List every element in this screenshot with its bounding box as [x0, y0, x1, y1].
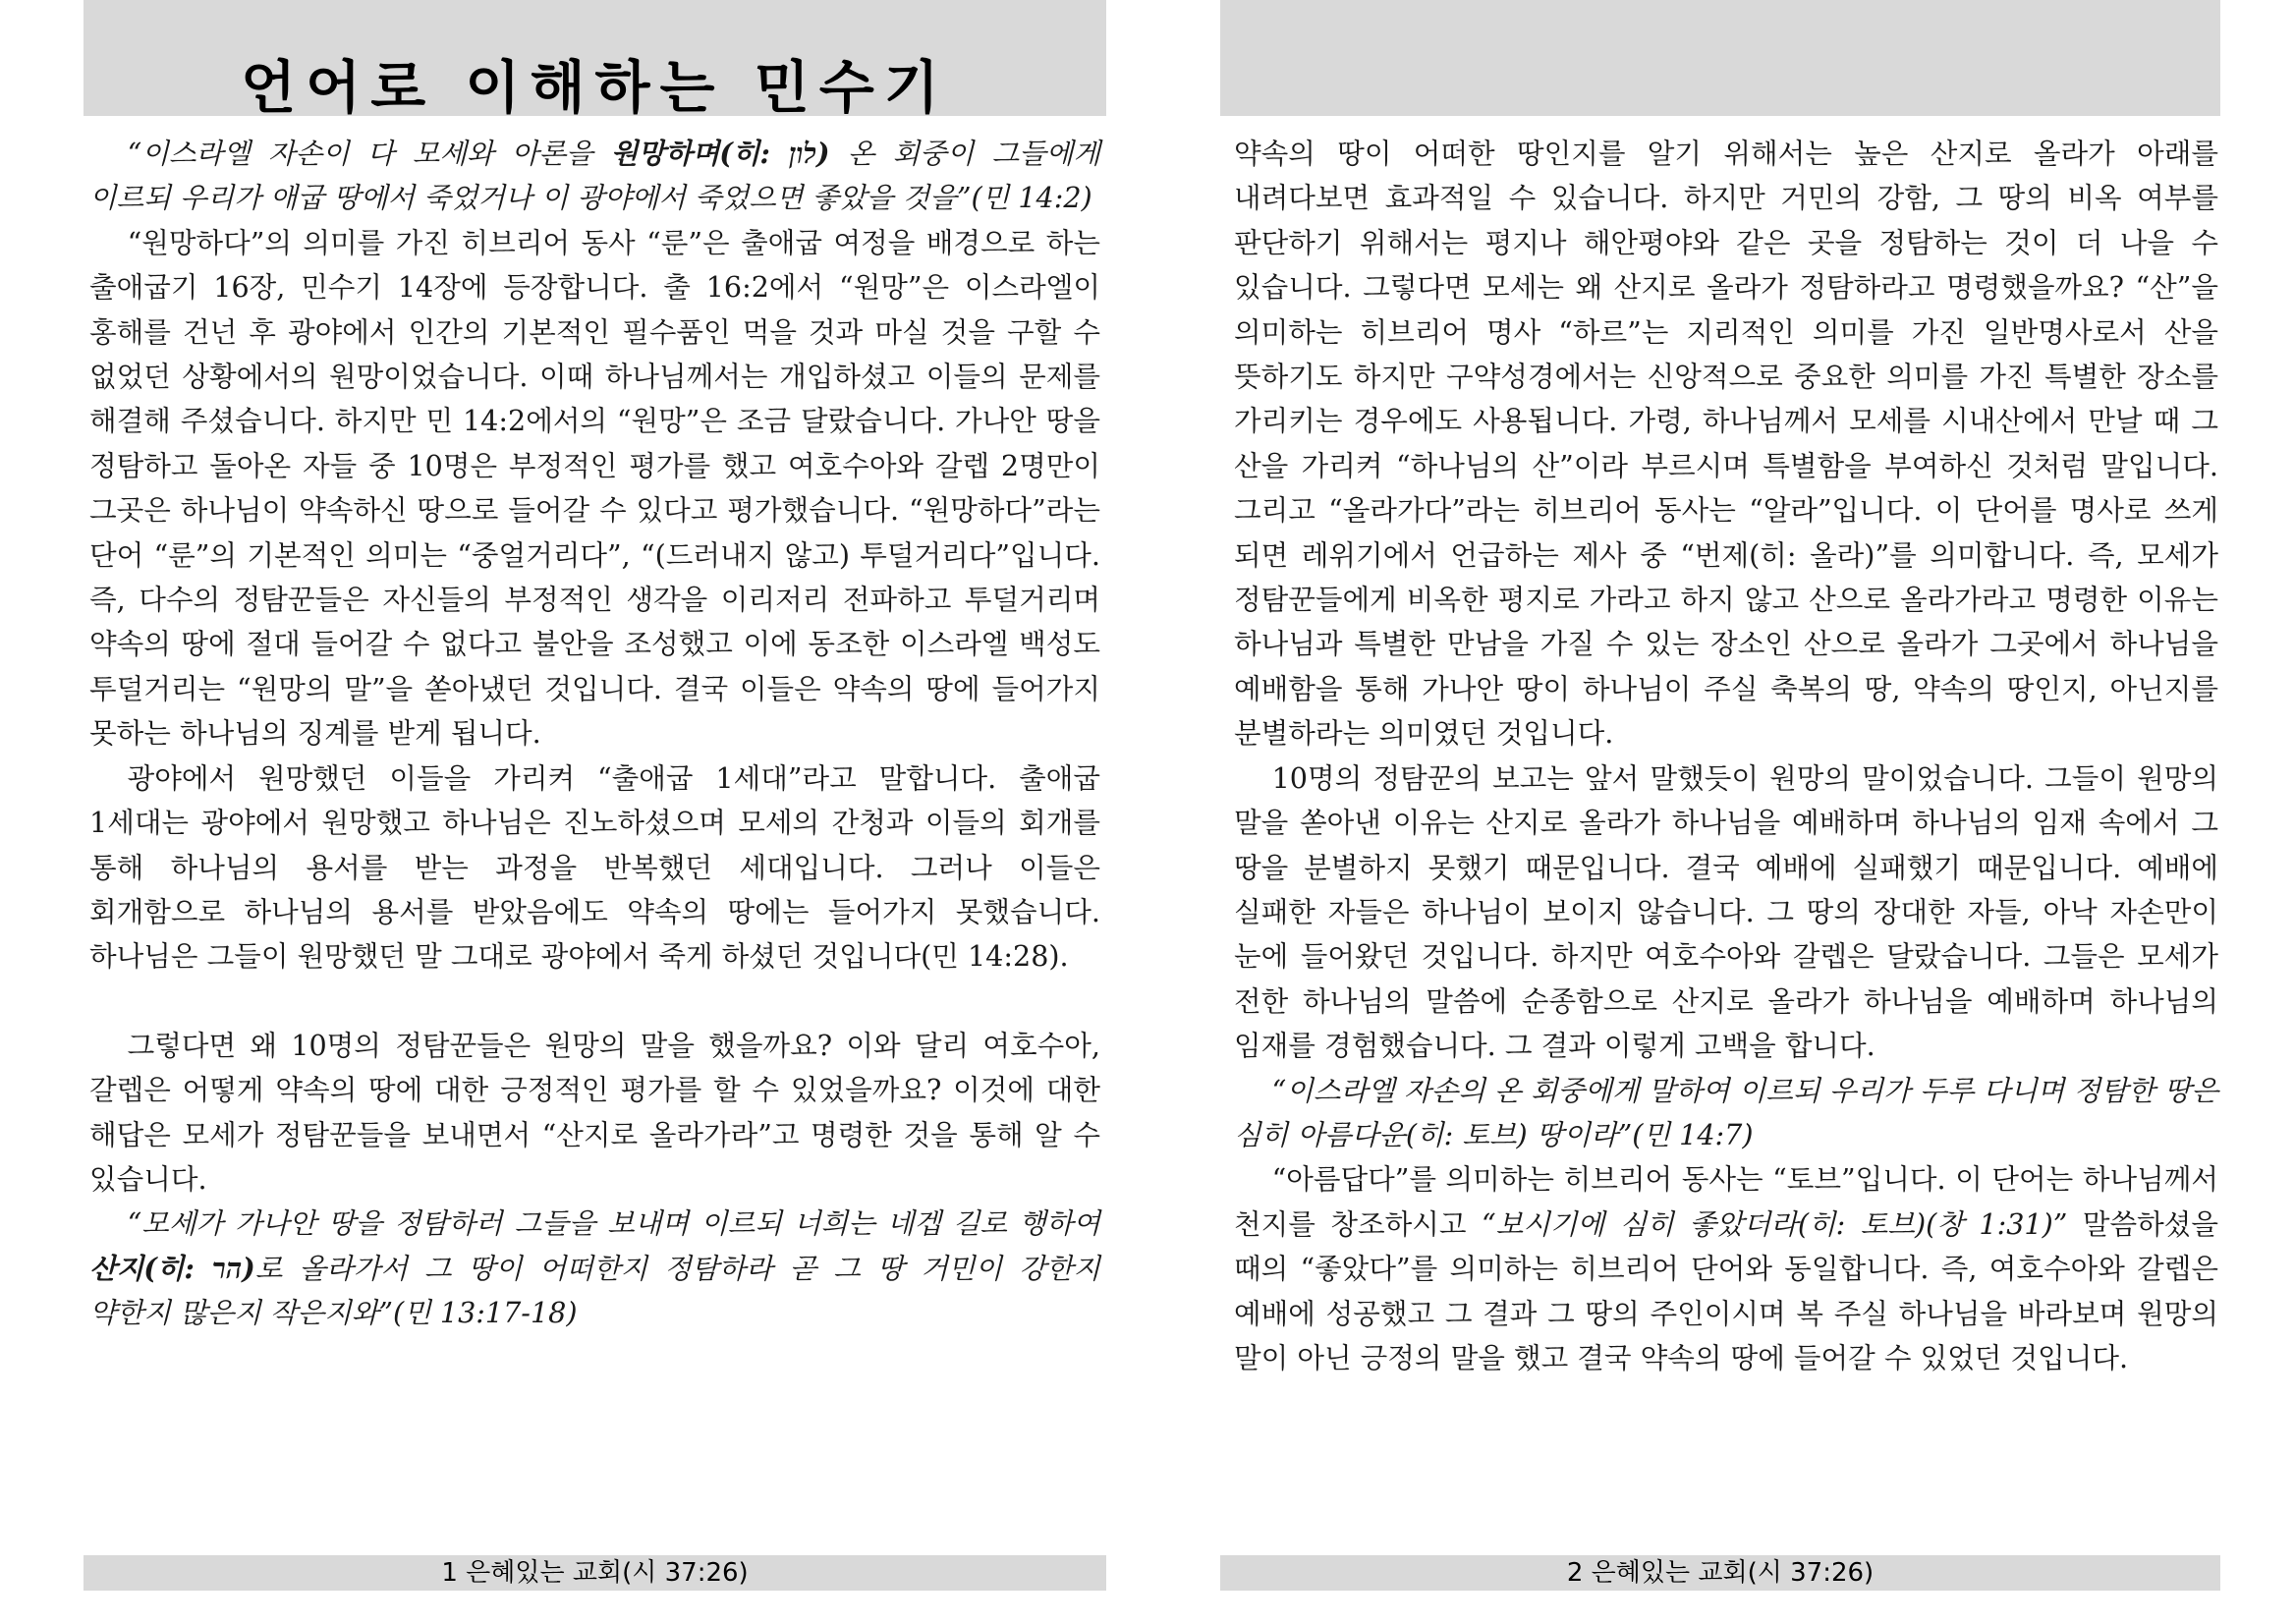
- quote-keyword: 산지(히: הר): [89, 1251, 255, 1285]
- title-banner: [84, 0, 1106, 121]
- left-page: [84, 0, 1106, 1624]
- left-body-text: [89, 132, 1100, 1336]
- paragraph: 약속의 땅이 어떠한 땅인지를 알기 위해서는 높은 산지로 올라가 아래를 내려다보면 효과적일 수 있습니다. 하지만 거민의 강함, 그 땅의 비옥 여부를 판단하기 위해서는 평지나 해안평야와 같은 곳을 정탐하는 것이 더 나을 수 있습니다. 그렇다면 모세는 왜 산지로 올라가 정탐하라고 명령했을까요? “산”을 의미하는 히브리어 명사 “하르”는 지리적인 의미를 가진 일반명사로서 산을 뜻하기도 하지만 구약성경에서는 신앙적으로 중요한 의미를 가진 특별한 장소를 가리키는 경우에도 사용됩니다. 가령, 하나님께서 모세를 시내산에서 만날 때 그 산을 가리켜 “하나님의 산”이라 부르시며 특별함을 부여하신 것처럼 말입니다. 그리고 “올라가다”라는 히브리어 동사는 “알라”입니다. 이 단어를 명사로 쓰게 되면 레위기에서 언급하는 제사 중 “번제(히: 올라)”를 의미합니다. 즉, 모세가 정탐꾼들에게 비옥한 평지로 가라고 하지 않고 산으로 올라가라고 명령한 이유는 하나님과 특별한 만남을 가질 수 있는 장소인 산으로 올라가 그곳에서 하나님을 예배함을 통해 가나안 땅이 하나님이 주실 축복의 땅, 약속의 땅인지, 아닌지를 분별하라는 의미였던 것입니다.: [1234, 137, 2218, 751]
- quote-text: 온 회중이 그들에게 이르되 우리가 애굽 땅에서 죽었거나 이 광야에서 죽었으면 좋았을 것을”(민 14:2): [89, 137, 1100, 215]
- paragraph: 10명의 정탐꾼의 보고는 앞서 말했듯이 원망의 말이었습니다. 그들이 원망의 말을 쏟아낸 이유는 산지로 올라가 하나님을 예배하며 하나님의 임재 속에서 그 땅을 분별하지 못했기 때문입니다. 결국 예배에 실패했기 때문입니다. 예배에 실패한 자들은 하나님이 보이지 않습니다. 그 땅의 장대한 자들, 아낙 자손만이 눈에 들어왔던 것입니다. 하지만 여호수아와 갈렙은 달랐습니다. 그들은 모세가 전한 하나님의 말씀에 순종함으로 산지로 올라가 하나님을 예배하며 하나님의 임재를 경험했습니다. 그 결과 이렇게 고백을 합니다.: [1234, 760, 2218, 1063]
- scripture-quote-num-14-2: [89, 132, 1100, 221]
- page-title: 언어로 이해하는 민수기: [241, 54, 949, 121]
- quote-text: “이스라엘 자손이 다 모세와 아론을: [127, 137, 611, 170]
- inline-quote: “보시기에 심히 좋았더라(히: 토브)(창 1:31)”: [1481, 1206, 2068, 1241]
- paragraph-text: “아름답다”를 의미하는 히브리어 동사는 “토브”입니다. 이 단어는 하나님께서 천지를 창조하시고: [1234, 1162, 2218, 1241]
- quote-text: 로 올라가서 그 땅이 어떠한지 정탐하라 곧 그 땅 거민이 강한지 약한지 많은지 작은지와”(민 13:17-18): [89, 1251, 1100, 1330]
- header-banner: [1220, 0, 2220, 116]
- page-footer: 1 은혜있는 교회(시 37:26): [84, 1555, 1106, 1591]
- scripture-quote-num-14-7: “이스라엘 자손의 온 회중에게 말하여 이르되 우리가 두루 다니며 정탐한 땅은 심히 아름다운(히: 토브) 땅이라”(민 14:7): [1234, 1073, 2218, 1151]
- paragraph: [1234, 1157, 2218, 1380]
- paragraph: “원망하다”의 의미를 가진 히브리어 동사 “룬”은 출애굽 여정을 배경으로 하는 출애굽기 16장, 민수기 14장에 등장합니다. 출 16:2에서 “원망”은 이스라엘이 홍해를 건넌 후 광야에서 인간의 기본적인 필수품인 먹을 것과 마실 것을 구할 수 없었던 상황에서의 원망이었습니다. 이때 하나님께서는 개입하셨고 이들의 문제를 해결해 주셨습니다. 하지만 민 14:2에서의 “원망”은 조금 달랐습니다. 가나안 땅을 정탐하고 돌아온 자들 중 10명은 부정적인 평가를 했고 여호수아와 갈렙 2명만이 그곳은 하나님이 약속하신 땅으로 들어갈 수 있다고 평가했습니다. “원망하다”라는 단어 “룬”의 기본적인 의미는 “중얼거리다”, “(드러내지 않고) 투덜거리다”입니다. 즉, 다수의 정탐꾼들은 자신들의 부정적인 생각을 이리저리 전파하고 투덜거리며 약속의 땅에 절대 들어갈 수 없다고 불안을 조성했고 이에 동조한 이스라엘 백성도 투덜거리는 “원망의 말”을 쏟아냈던 것입니다. 결국 이들은 약속의 땅에 들어가지 못하는 하나님의 징계를 받게 됩니다.: [89, 225, 1100, 751]
- scripture-quote-num-13-17: [89, 1202, 1100, 1335]
- paragraph-text: 말씀하셨을 때의 “좋았다”를 의미하는 히브리어 단어와 동일합니다. 즉, 여호수아와 갈렙은 예배에 성공했고 그 결과 그 땅의 주인이시며 복 주실 하나님을 바라보며 원망의 말이 아닌 긍정의 말을 했고 결국 약속의 땅에 들어갈 수 있었던 것입니다.: [1234, 1206, 2218, 1374]
- quote-keyword: 원망하며(히: לון): [610, 137, 830, 170]
- right-page: [1220, 0, 2220, 1624]
- right-body-text: [1234, 132, 2218, 1380]
- quote-text: “모세가 가나안 땅을 정탐하러 그들을 보내며 이르되 너희는 네겝 길로 행하여: [127, 1206, 1100, 1241]
- paragraph: 광야에서 원망했던 이들을 가리켜 “출애굽 1세대”라고 말합니다. 출애굽 1세대는 광야에서 원망했고 하나님은 진노하셨으며 모세의 간청과 이들의 회개를 통해 하나님의 용서를 받는 과정을 반복했던 세대입니다. 그러나 이들은 회개함으로 하나님의 용서를 받았음에도 약속의 땅에는 들어가지 못했습니다. 하나님은 그들이 원망했던 말 그대로 광야에서 죽게 하셨던 것입니다(민 14:28).: [89, 760, 1100, 974]
- paragraph: 그렇다면 왜 10명의 정탐꾼들은 원망의 말을 했을까요? 이와 달리 여호수아, 갈렙은 어떻게 약속의 땅에 대한 긍정적인 평가를 할 수 있었을까요? 이것에 대한 해답은 모세가 정탐꾼들을 보내면서 “산지로 올라가라”고 명령한 것을 통해 알 수 있습니다.: [89, 1028, 1100, 1196]
- page-footer: 2 은혜있는 교회(시 37:26): [1220, 1555, 2220, 1591]
